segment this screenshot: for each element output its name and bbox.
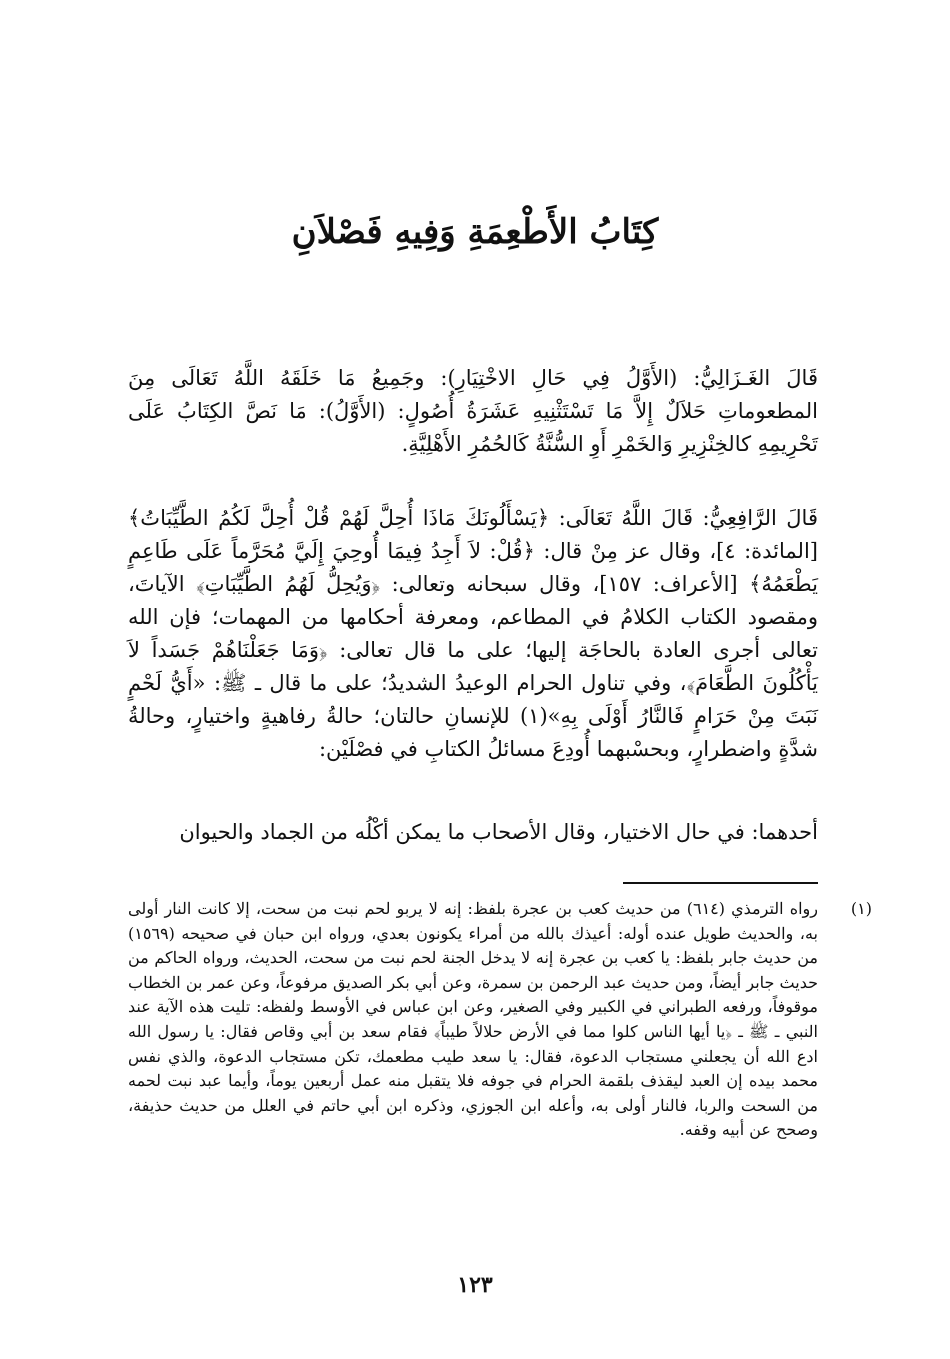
paragraph-first-section: أحدهما: في حال الاختيار، وقال الأصحاب ما يمكن أكْلُه من الجماد والحيوان — [179, 820, 818, 844]
footnote-marker: (١) — [850, 899, 872, 918]
paragraph-ghazali: قَالَ الغَـزَالِيُّ: (الأَوَّلُ فِي حَالِ الاخْتِيَارِ): وجَمِيعُ مَا خَلَقَهُ اللَّهُ تَعَالَى مِنَ المطعوماتِ حَلاَلٌ إِلاَّ مَا تَسْتَثْنِيهِ عَشَرَةُ أُصُولٍ: (الأَوَّلُ): مَا نَصَّ الكِتَابُ عَلَى تَحْرِيمِهِ كالخِنْزِيرِ وَالخَمْرِ أَوِ السُّنَّةُ كَالحُمُرِ الأَهْلِيَّةِ. — [128, 366, 818, 456]
footnote-text: رواه الترمذي (٦١٤) من حديث كعب بن عجرة بلفظ: إنه لا يربو لحم نبت من سحت، إلا كانت النار أولى به، والحديث طويل عنده أوله: أعيذك بالله من أمراء يكونون بعدي، ورواه ابن حبان في صحيحه (١٥٦٩) من حديث جابر بلفظ: يا كعب بن عجرة إنه لا يدخل الجنة لحم نبت من سحت، الحديث، ورواه الحاكم من حديث جابر أيضاً، ومن حديث عبد الرحمن بن سمرة، وعن أبي بكر الصديق مرفوعاً، وعن عمر بن الخطاب موقوفاً، ورفعه الطبراني في الكبير وفي الصغير، وعن ابن عباس في الأوسط ولفظه: تليت هذه الآية عند النبي ـ ﷺ ـ ﴿يا أيها الناس كلوا مما في الأرض حلالاً طيباً﴾ فقام سعد بن أبي وقاص فقال: يا رسول الله ادع الله أن يجعلني مستجاب الدعوة، فقال: يا سعد طيب مطعمك، تكن مستجاب الدعوة، والذي نفس محمد بيده إن العبد ليقذف بلقمة الحرام في جوفه فلا يتقبل منه عمل أربعين يوماً، وأيما عبد نبت لحمه من السحت والربا، فالنار أولى به، وأعله ابن الجوزي، وذكره ابن أبي حاتم في العلل من حديث حذيفة، وصحح عن أبيه وقفه. — [128, 899, 818, 1140]
chapter-title: كِتَابُ الأَطْعِمَةِ وَفِيهِ فَصْلاَنِ — [291, 212, 659, 252]
page-number: ١٢٣ — [457, 1272, 493, 1298]
paragraph-rafii: قَالَ الرَّافِعِيُّ: قَالَ اللَّهُ تَعَالَى: ﴿يَسْأَلُونَكَ مَاذَا أُحِلَّ لَهُمْ قُلْ أُحِلَّ لَكُمُ الطَّيِّبَاتُ﴾ [المائدة: ٤]، وقال عز مِنْ قال: ﴿قُلْ: لاَ أَجِدُ فِيمَا أُوحِيَ إِلَيَّ مُحَرَّماً عَلَى طَاعِمٍ يَطْعَمُهُ﴾ [الأعراف: ١٥٧]، وقال سبحانه وتعالى: ﴿وَيُحِلُّ لَهُمُ الطَّيِّبَاتِ﴾ الآياتَ، ومقصود الكتاب الكلامُ في المطاعم، ومعرفة أحكامها من المهمات؛ فإن الله تعالى أجرى العادة بالحاجَة إليها؛ على ما قال تعالى: ﴿وَمَا جَعَلْنَاهُمْ جَسَداً لاَ يَأْكُلُونَ الطَّعَامَ﴾، وفي تناول الحرام الوعيدُ الشديدُ؛ على ما قال ـ ﷺ: «أَيُّ لَحْمٍ نَبَتَ مِنْ حَرَامٍ فَالنَّارُ أَوْلَى بِهِ»(١) للإنسانِ حالتان؛ حالةُ رفاهيةٍ واختيارٍ، وحالةُ شدَّةٍ واضطرارٍ، وبحسْبهما أُودِعَ مسائلُ الكتابِ في فصْلَيْن: — [128, 506, 818, 761]
footnote-divider — [623, 882, 818, 884]
